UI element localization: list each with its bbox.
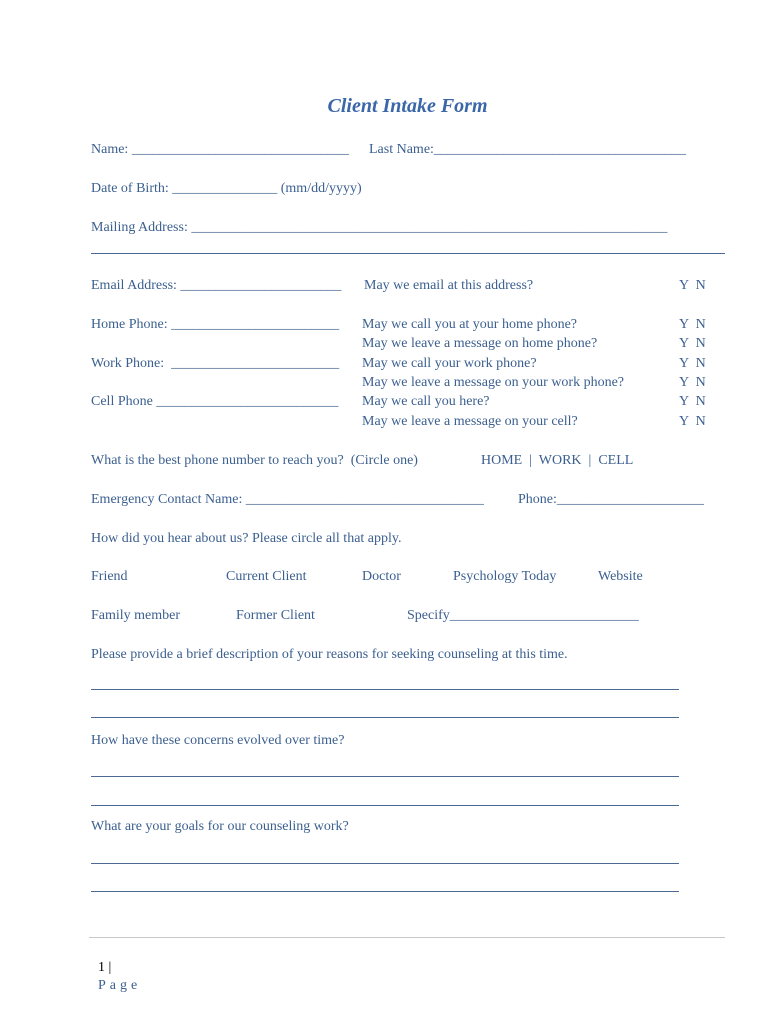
referral-option-psychology-today[interactable]: Psychology Today [453,569,557,584]
work-phone-call-yes-no[interactable]: Y N [679,356,706,371]
referral-option-friend[interactable]: Friend [91,569,128,584]
cell-phone-message-yes-no[interactable]: Y N [679,414,706,429]
goals-question: What are your goals for our counseling work? [91,819,349,834]
referral-option-former-client[interactable]: Former Client [236,608,315,623]
email-permission-question: May we email at this address? [364,278,534,293]
page-footer [91,941,141,995]
page-label: Page [98,978,142,993]
referral-option-doctor[interactable]: Doctor [362,569,401,584]
referral-option-family-member[interactable]: Family member [91,608,181,623]
cell-phone-call-question: May we call you here? [362,394,490,409]
cell-phone-field[interactable]: Cell Phone __________________________ [91,394,339,409]
date-of-birth-field[interactable]: Date of Birth: _______________ (mm/dd/yyyy) [91,181,362,196]
page-number: 1 | [98,960,112,975]
first-name-field[interactable]: Name: _______________________________ [91,142,349,157]
reasons-question: Please provide a brief description of your reasons for seeking counseling at this time. [91,647,568,662]
form-title: Client Intake Form [327,95,488,117]
evolved-answer-line-1[interactable] [91,776,679,777]
work-phone-field[interactable]: Work Phone: ________________________ [91,356,340,371]
last-name-field[interactable]: Last Name:____________________________________ [369,142,686,157]
work-phone-call-question: May we call your work phone? [362,356,537,371]
emergency-contact-name-field[interactable]: Emergency Contact Name: __________________________________ [91,492,484,507]
reasons-answer-line-2[interactable] [91,717,679,718]
mailing-address-field[interactable]: Mailing Address: ____________________________________________________________________ [91,220,668,235]
goals-answer-line-1[interactable] [91,863,679,864]
best-phone-question: What is the best phone number to reach you? (Circle one) [91,453,418,468]
referral-option-website[interactable]: Website [598,569,643,584]
cell-phone-call-yes-no[interactable]: Y N [679,394,706,409]
home-phone-field[interactable]: Home Phone: ________________________ [91,317,340,332]
cell-phone-message-question: May we leave a message on your cell? [362,414,578,429]
work-phone-message-question: May we leave a message on your work phone? [362,375,625,390]
referral-specify-field[interactable]: Specify___________________________ [407,608,639,623]
evolved-question: How have these concerns evolved over time? [91,733,345,748]
email-address-field[interactable]: Email Address: _______________________ [91,278,342,293]
home-phone-message-yes-no[interactable]: Y N [679,336,706,351]
reasons-answer-line-1[interactable] [91,689,679,690]
best-phone-options[interactable]: HOME | WORK | CELL [481,453,634,468]
goals-answer-line-2[interactable] [91,891,679,892]
home-phone-message-question: May we leave a message on home phone? [362,336,598,351]
emergency-contact-phone-field[interactable]: Phone:_____________________ [518,492,704,507]
mailing-address-line-2[interactable] [91,253,725,254]
work-phone-message-yes-no[interactable]: Y N [679,375,706,390]
referral-option-current-client[interactable]: Current Client [226,569,307,584]
home-phone-call-yes-no[interactable]: Y N [679,317,706,332]
referral-question: How did you hear about us? Please circle all that apply. [91,531,402,546]
evolved-answer-line-2[interactable] [91,805,679,806]
email-yes-no[interactable]: Y N [679,278,706,293]
footer-divider [89,937,725,938]
home-phone-call-question: May we call you at your home phone? [362,317,577,332]
